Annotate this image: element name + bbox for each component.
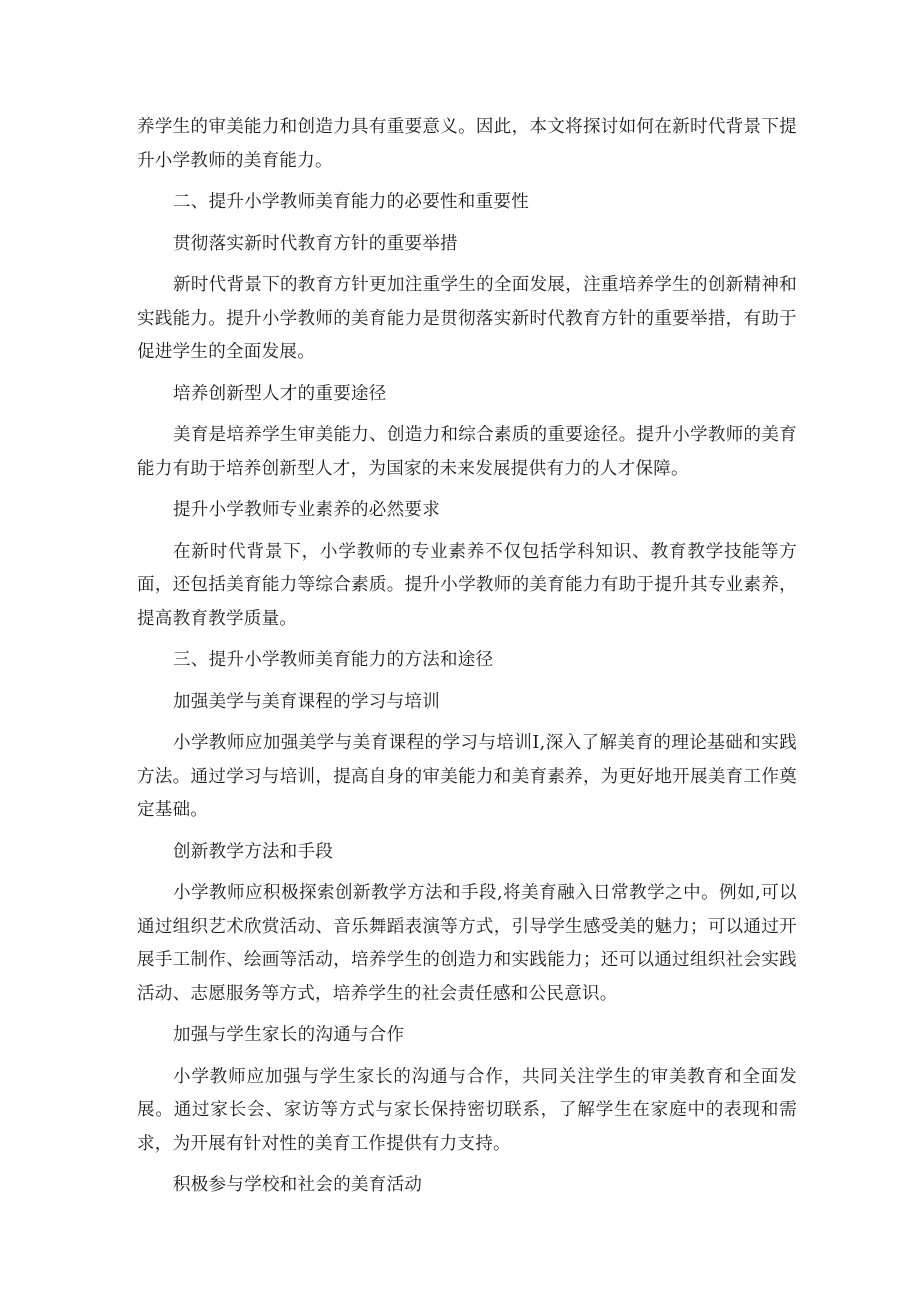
- subsection-heading: 加强与学生家长的沟通与合作: [173, 1025, 405, 1045]
- section-heading: 三、提升小学教师美育能力的方法和途径: [173, 650, 494, 670]
- subsection-heading: 加强美学与美育课程的学习与培训: [173, 691, 440, 712]
- body-paragraph: 小学教师应加强美学与美育课程的学习与培训I,深入了解美育的理论基础和实践方法。通过学习与培训，提高自身的审美能力和美育素养，为更好地开展美育工作奠定基础。: [137, 733, 797, 820]
- body-paragraph: 新时代背景下的教育方针更加注重学生的全面发展，注重培养学生的创新精神和实践能力。提升小学教师的美育能力是贯彻落实新时代教育方针的重要举措，有助于促进学生的全面发展。: [137, 275, 797, 362]
- body-paragraph: 小学教师应加强与学生家长的沟通与合作，共同关注学生的审美教育和全面发展。通过家长会、家访等方式与家长保持密切联系，了解学生在家庭中的表现和需求，为开展有针对性的美育工作提供有力支持。: [137, 1066, 797, 1154]
- subsection-heading: 提升小学教师专业素养的必然要求: [173, 500, 440, 520]
- body-paragraph: 在新时代背景下，小学教师的专业素养不仅包括学科知识、教育教学技能等方面，还包括美育能力等综合素质。提升小学教师的美育能力有助于提升其专业素养，提高教育教学质量。: [137, 541, 797, 629]
- document-body: [137, 111, 797, 1211]
- body-paragraph: 小学教师应积极探索创新教学方法和手段,将美育融入日常教学之中。例如,可以通过组织艺术欣赏活动、音乐舞蹈表演等方式，引导学生感受美的魅力；可以通过开展手工制作、绘画等活动，培养学生的创造力和实践能力；还可以通过组织社会实践活动、志愿服务等方式，培养学生的社会责任感和公民意识。: [137, 883, 797, 1004]
- subsection-heading: 贯彻落实新时代教育方针的重要举措: [173, 233, 458, 254]
- section-heading: 二、提升小学教师美育能力的必要性和重要性: [173, 192, 529, 212]
- body-paragraph: 养学生的审美能力和创造力具有重要意义。因此，本文将探讨如何在新时代背景下提升小学教师的美育能力。: [137, 117, 797, 171]
- body-paragraph: 美育是培养学生审美能力、创造力和综合素质的重要途径。提升小学教师的美育能力有助于培养创新型人才，为国家的未来发展提供有力的人才保障。: [137, 425, 797, 479]
- subsection-heading: 培养创新型人才的重要途径: [173, 383, 387, 404]
- subsection-heading: 创新教学方法和手段: [173, 841, 334, 862]
- subsection-heading: 积极参与学校和社会的美育活动: [173, 1175, 423, 1195]
